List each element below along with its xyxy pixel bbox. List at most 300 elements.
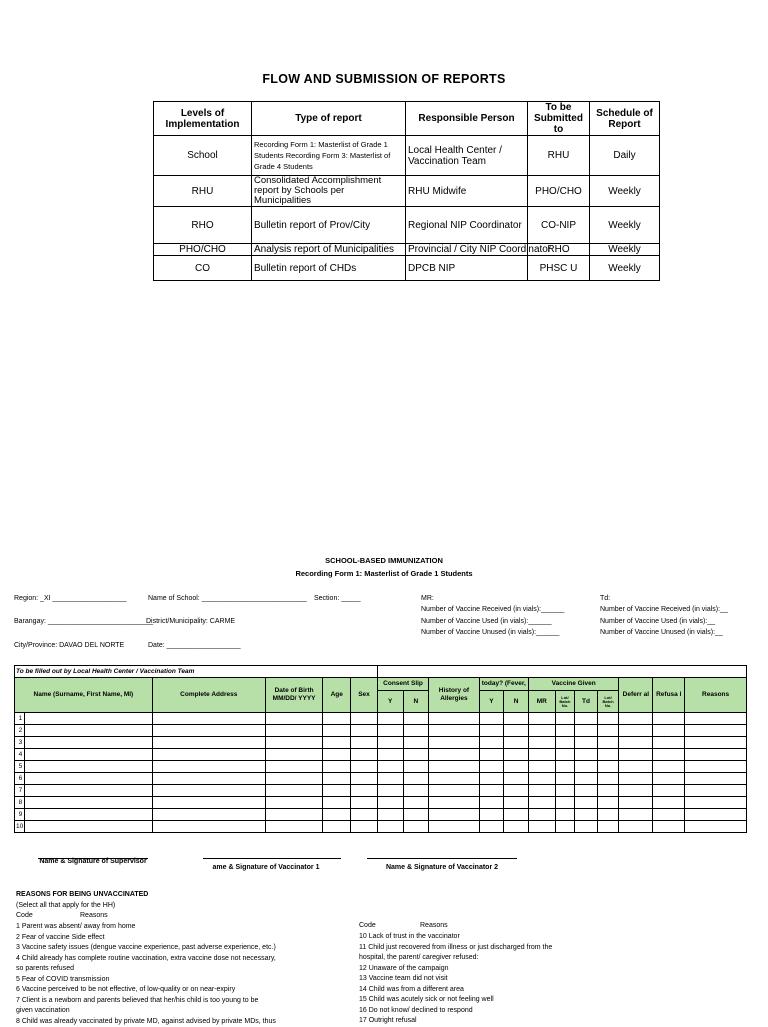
entry-cell[interactable] [265, 785, 323, 797]
entry-cell[interactable] [653, 785, 685, 797]
entry-cell[interactable] [597, 761, 619, 773]
entry-cell[interactable] [429, 749, 479, 761]
td-unused: Number of Vaccine Unused (in vials):__ [600, 629, 723, 636]
table-row [15, 713, 747, 725]
entry-cell[interactable] [152, 797, 265, 809]
entry-cell[interactable] [653, 749, 685, 761]
entry-cell[interactable] [265, 761, 323, 773]
header-submitted: To be Submitted to [528, 102, 590, 136]
entry-cell[interactable] [575, 737, 598, 749]
cell-submitted: PHO/CHO [528, 176, 590, 207]
entry-cell[interactable] [479, 737, 504, 749]
entry-cell[interactable] [265, 737, 323, 749]
entry-cell[interactable] [555, 785, 575, 797]
form-subtitle: Recording Form 1: Masterlist of Grade 1 Students [0, 569, 768, 578]
entry-cell[interactable] [265, 809, 323, 821]
entry-cell[interactable] [429, 761, 479, 773]
entry-cell[interactable] [619, 749, 653, 761]
table-row [15, 725, 747, 737]
cell-person: Provincial / City NIP Coordinator [406, 244, 528, 256]
entry-cell[interactable] [597, 773, 619, 785]
entry-cell[interactable] [265, 773, 323, 785]
entry-cell[interactable] [504, 809, 529, 821]
entry-cell[interactable] [619, 785, 653, 797]
entry-cell[interactable] [528, 725, 555, 737]
entry-cell[interactable] [323, 749, 351, 761]
col-address: Complete Address [152, 678, 265, 713]
reason-item: hospital, the parent/ caregiver refused: [359, 953, 552, 964]
entry-cell[interactable] [152, 809, 265, 821]
entry-cell[interactable] [528, 809, 555, 821]
entry-cell[interactable] [323, 821, 351, 833]
reasons-left-list [16, 922, 276, 1027]
cell-type: Bulletin report of CHDs [252, 256, 406, 281]
td-label: Td: [600, 595, 610, 602]
table-row [154, 136, 660, 176]
td-used: Number of Vaccine Used (in vials):__ [600, 618, 715, 625]
entry-cell[interactable] [265, 713, 323, 725]
entry-cell[interactable] [377, 785, 403, 797]
today-y: Y [479, 691, 504, 713]
consent-n: N [403, 691, 429, 713]
entry-cell[interactable] [653, 809, 685, 821]
reports-header-row [154, 102, 660, 136]
entry-cell[interactable] [152, 821, 265, 833]
cell-type: Consolidated Accomplishment report by Schools per Municipalities [252, 176, 406, 207]
entry-cell[interactable] [597, 797, 619, 809]
entry-cell[interactable] [25, 785, 152, 797]
entry-cell[interactable] [351, 785, 378, 797]
entry-cell[interactable] [323, 785, 351, 797]
cell-submitted: RHO [528, 244, 590, 256]
reason-item: 2 Fear of vaccine Side effect [16, 933, 276, 944]
entry-cell[interactable] [429, 725, 479, 737]
reason-item: 6 Vaccine perceived to be not effective, of low-quality or on near-expiry [16, 985, 276, 996]
entry-cell[interactable] [555, 737, 575, 749]
entry-cell[interactable] [504, 725, 529, 737]
reason-item: 11 Child just recovered from illness or just discharged from the [359, 943, 552, 954]
row-number: 8 [15, 797, 25, 809]
entry-cell[interactable] [685, 809, 747, 821]
entry-cell[interactable] [25, 821, 152, 833]
reasons-left-code-header: Code [16, 911, 33, 922]
entry-cell[interactable] [504, 761, 529, 773]
entry-cell[interactable] [685, 761, 747, 773]
col-allergies: History of Allergies [429, 678, 479, 713]
entry-cell[interactable] [653, 797, 685, 809]
entry-cell[interactable] [152, 713, 265, 725]
entry-cell[interactable] [152, 785, 265, 797]
entry-cell[interactable] [575, 761, 598, 773]
cell-schedule: Weekly [590, 256, 660, 281]
reason-item: 16 Do not know/ declined to respond [359, 1006, 552, 1017]
entry-cell[interactable] [575, 749, 598, 761]
entry-cell[interactable] [555, 809, 575, 821]
entry-cell[interactable] [479, 797, 504, 809]
entry-cell[interactable] [528, 761, 555, 773]
entry-cell[interactable] [351, 809, 378, 821]
reasons-right-code-header: Code [359, 921, 376, 932]
cell-submitted: PHSC U [528, 256, 590, 281]
entry-cell[interactable] [377, 773, 403, 785]
table-row [154, 176, 660, 207]
reason-item: 10 Lack of trust in the vaccinator [359, 932, 552, 943]
entry-cell[interactable] [429, 713, 479, 725]
note-blank [377, 666, 746, 678]
entry-cell[interactable] [504, 785, 529, 797]
row-number: 6 [15, 773, 25, 785]
reason-item: 17 Outright refusal [359, 1016, 552, 1027]
entry-cell[interactable] [429, 821, 479, 833]
entry-cell[interactable] [152, 761, 265, 773]
header-type: Type of report [252, 102, 406, 136]
sig-supervisor: Name & Signature of Supervisor [30, 858, 156, 865]
entry-cell[interactable] [377, 725, 403, 737]
entry-cell[interactable] [265, 749, 323, 761]
entry-cell[interactable] [403, 821, 429, 833]
date-field: Date: ___________________ [148, 642, 241, 649]
entry-cell[interactable] [351, 713, 378, 725]
vaccine-mr-lot: Lot/ Batch No. [555, 691, 575, 713]
entry-cell[interactable] [528, 821, 555, 833]
entry-cell[interactable] [619, 725, 653, 737]
reason-item: 1 Parent was absent/ away from home [16, 922, 276, 933]
table-row [154, 244, 660, 256]
entry-cell[interactable] [152, 737, 265, 749]
entry-cell[interactable] [25, 737, 152, 749]
col-name: Name (Surname, First Name, MI) [15, 678, 153, 713]
entry-cell[interactable] [653, 773, 685, 785]
entry-cell[interactable] [25, 773, 152, 785]
entry-cell[interactable] [429, 809, 479, 821]
entry-cell[interactable] [323, 773, 351, 785]
entry-cell[interactable] [429, 797, 479, 809]
entry-cell[interactable] [619, 773, 653, 785]
district-field: District/Municipality: CARME [146, 618, 235, 625]
form-title: SCHOOL-BASED IMMUNIZATION [0, 556, 768, 565]
entry-cell[interactable] [351, 737, 378, 749]
sig-line-vacc2 [367, 858, 517, 859]
table-row [154, 207, 660, 244]
cell-schedule: Weekly [590, 207, 660, 244]
entry-cell[interactable] [25, 749, 152, 761]
entry-cell[interactable] [403, 773, 429, 785]
entry-cell[interactable] [685, 749, 747, 761]
header-schedule: Schedule of Report [590, 102, 660, 136]
col-sex: Sex [351, 678, 378, 713]
entry-cell[interactable] [619, 713, 653, 725]
col-consent: Consent Slip [377, 678, 428, 691]
entry-cell[interactable] [619, 821, 653, 833]
sig-line-vacc1 [203, 858, 341, 859]
entry-cell[interactable] [597, 737, 619, 749]
sig-vaccinator-1: ame & Signature of Vaccinator 1 [196, 864, 336, 871]
col-age: Age [323, 678, 351, 713]
header-levels: Levels of Implementation [154, 102, 252, 136]
cell-type: Analysis report of Municipalities [252, 244, 406, 256]
entry-cell[interactable] [685, 737, 747, 749]
city-field: City/Province: DAVAO DEL NORTE [14, 642, 124, 649]
entry-cell[interactable] [265, 797, 323, 809]
entry-cell[interactable] [528, 773, 555, 785]
header-row-1 [15, 678, 747, 691]
table-row [15, 749, 747, 761]
entry-cell[interactable] [619, 761, 653, 773]
col-refusal: Refusa l [653, 678, 685, 713]
entry-cell[interactable] [597, 749, 619, 761]
entry-cell[interactable] [619, 809, 653, 821]
entry-cell[interactable] [555, 773, 575, 785]
entry-cell[interactable] [479, 761, 504, 773]
entry-cell[interactable] [323, 737, 351, 749]
vaccine-mr: MR [528, 691, 555, 713]
entry-cell[interactable] [504, 773, 529, 785]
entry-cell[interactable] [597, 713, 619, 725]
entry-cell[interactable] [653, 737, 685, 749]
masterlist-table [14, 665, 747, 833]
entry-cell[interactable] [429, 773, 479, 785]
entry-cell[interactable] [597, 725, 619, 737]
entry-cell[interactable] [351, 761, 378, 773]
table-row [15, 785, 747, 797]
table-row [15, 773, 747, 785]
entry-cell[interactable] [429, 785, 479, 797]
reason-item: so parents refused [16, 964, 276, 975]
entry-cell[interactable] [653, 713, 685, 725]
entry-cell[interactable] [504, 749, 529, 761]
entry-cell[interactable] [25, 761, 152, 773]
entry-cell[interactable] [377, 749, 403, 761]
table-row [15, 737, 747, 749]
entry-cell[interactable] [653, 821, 685, 833]
entry-cell[interactable] [351, 725, 378, 737]
sig-vaccinator-2: Name & Signature of Vaccinator 2 [367, 864, 517, 871]
entry-cell[interactable] [323, 809, 351, 821]
entry-cell[interactable] [504, 797, 529, 809]
entry-cell[interactable] [403, 713, 429, 725]
entry-cell[interactable] [403, 797, 429, 809]
entry-cell[interactable] [403, 809, 429, 821]
row-number: 9 [15, 809, 25, 821]
cell-type: Recording Form 1: Masterlist of Grade 1 Students Recording Form 3: Masterlist of Grade 4 Students [252, 136, 406, 176]
entry-cell[interactable] [575, 821, 598, 833]
entry-cell[interactable] [323, 713, 351, 725]
entry-cell[interactable] [152, 725, 265, 737]
entry-cell[interactable] [479, 725, 504, 737]
col-vaccine: Vaccine Given [528, 678, 618, 691]
entry-cell[interactable] [528, 737, 555, 749]
cell-person: DPCB NIP [406, 256, 528, 281]
entry-cell[interactable] [555, 749, 575, 761]
reports-table [153, 101, 660, 281]
entry-cell[interactable] [597, 821, 619, 833]
entry-cell[interactable] [685, 785, 747, 797]
school-field: Name of School: ___________________________ [148, 595, 307, 602]
cell-submitted: RHU [528, 136, 590, 176]
row-number: 3 [15, 737, 25, 749]
cell-level: RHU [154, 176, 252, 207]
entry-cell[interactable] [479, 809, 504, 821]
row-number: 7 [15, 785, 25, 797]
entry-cell[interactable] [575, 785, 598, 797]
entry-cell[interactable] [323, 761, 351, 773]
reason-item: 5 Fear of COVID transmission [16, 975, 276, 986]
entry-cell[interactable] [653, 725, 685, 737]
table-row [154, 256, 660, 281]
entry-cell[interactable] [351, 821, 378, 833]
entry-cell[interactable] [597, 809, 619, 821]
entry-cell[interactable] [377, 797, 403, 809]
entry-cell[interactable] [575, 713, 598, 725]
entry-cell[interactable] [504, 737, 529, 749]
col-today: today? (Fever, [479, 678, 528, 691]
barangay-field: Barangay: ___________________________ [14, 618, 153, 625]
entry-cell[interactable] [528, 797, 555, 809]
reason-item: 3 Vaccine safety issues (dengue vaccine experience, past adverse experience, etc.) [16, 943, 276, 954]
entry-cell[interactable] [403, 737, 429, 749]
cell-level: PHO/CHO [154, 244, 252, 256]
mr-unused: Number of Vaccine Unused (in vials):______ [421, 629, 559, 636]
col-dob: Date of Birth MM/DD/ YYYY [265, 678, 323, 713]
entry-cell[interactable] [351, 773, 378, 785]
entry-cell[interactable] [323, 797, 351, 809]
reason-item: 4 Child already has complete routine vaccination, extra vaccine dose not necessary, [16, 954, 276, 965]
row-number: 4 [15, 749, 25, 761]
vaccine-td-lot: Lot/ Batch No. [597, 691, 619, 713]
entry-cell[interactable] [377, 809, 403, 821]
row-number: 2 [15, 725, 25, 737]
entry-cell[interactable] [504, 713, 529, 725]
entry-cell[interactable] [575, 809, 598, 821]
cell-schedule: Weekly [590, 176, 660, 207]
entry-cell[interactable] [403, 725, 429, 737]
table-row [15, 821, 747, 833]
entry-cell[interactable] [555, 821, 575, 833]
mr-used: Number of Vaccine Used (in vials):______ [421, 618, 552, 625]
entry-cell[interactable] [25, 725, 152, 737]
entry-cell[interactable] [351, 749, 378, 761]
entry-cell[interactable] [479, 785, 504, 797]
entry-cell[interactable] [152, 749, 265, 761]
table-row [15, 761, 747, 773]
reasons-subtitle: (Select all that apply for the HH) [16, 901, 115, 912]
cell-person: Regional NIP Coordinator [406, 207, 528, 244]
table-row [15, 809, 747, 821]
entry-cell[interactable] [323, 725, 351, 737]
reason-item: given vaccination [16, 1006, 276, 1017]
entry-cell[interactable] [403, 761, 429, 773]
cell-person: Local Health Center / Vaccination Team [406, 136, 528, 176]
entry-cell[interactable] [377, 761, 403, 773]
table-row [15, 797, 747, 809]
consent-y: Y [377, 691, 403, 713]
entry-cell[interactable] [403, 749, 429, 761]
entry-cell[interactable] [377, 713, 403, 725]
cell-level: CO [154, 256, 252, 281]
entry-cell[interactable] [653, 761, 685, 773]
masterlist-body [15, 713, 747, 833]
entry-cell[interactable] [504, 821, 529, 833]
row-number: 5 [15, 761, 25, 773]
reason-item: 14 Child was from a different area [359, 985, 552, 996]
reason-item: 15 Child was acutely sick or not feeling well [359, 995, 552, 1006]
cell-schedule: Weekly [590, 244, 660, 256]
entry-cell[interactable] [265, 821, 323, 833]
entry-cell[interactable] [685, 773, 747, 785]
section-field: Section: _____ [314, 595, 361, 602]
col-reasons: Reasons [685, 678, 747, 713]
entry-cell[interactable] [597, 785, 619, 797]
reasons-right-list [359, 932, 552, 1027]
entry-cell[interactable] [685, 797, 747, 809]
reason-item: 13 Vaccine team did not visit [359, 974, 552, 985]
entry-cell[interactable] [528, 713, 555, 725]
table-note: To be filled out by Local Health Center / Vaccination Team [15, 666, 378, 678]
vaccine-td: Td [575, 691, 598, 713]
entry-cell[interactable] [619, 737, 653, 749]
cell-level: RHO [154, 207, 252, 244]
entry-cell[interactable] [575, 725, 598, 737]
entry-cell[interactable] [619, 797, 653, 809]
entry-cell[interactable] [528, 749, 555, 761]
entry-cell[interactable] [25, 797, 152, 809]
region-field: Region: _XI ___________________ [14, 595, 127, 602]
reasons-title: REASONS FOR BEING UNVACCINATED [16, 890, 148, 901]
entry-cell[interactable] [25, 713, 152, 725]
entry-cell[interactable] [351, 797, 378, 809]
entry-cell[interactable] [555, 797, 575, 809]
entry-cell[interactable] [429, 737, 479, 749]
cell-schedule: Daily [590, 136, 660, 176]
cell-person: RHU Midwife [406, 176, 528, 207]
note-row [15, 666, 747, 678]
entry-cell[interactable] [403, 785, 429, 797]
reason-item: 7 Client is a newborn and parents believed that her/his child is too young to be [16, 996, 276, 1007]
entry-cell[interactable] [377, 821, 403, 833]
entry-cell[interactable] [685, 821, 747, 833]
entry-cell[interactable] [479, 749, 504, 761]
entry-cell[interactable] [528, 785, 555, 797]
row-number: 10 [15, 821, 25, 833]
cell-submitted: CO-NIP [528, 207, 590, 244]
entry-cell[interactable] [479, 821, 504, 833]
header-person: Responsible Person [406, 102, 528, 136]
entry-cell[interactable] [575, 797, 598, 809]
reason-item: 12 Unaware of the campaign [359, 964, 552, 975]
entry-cell[interactable] [685, 713, 747, 725]
page-title: FLOW AND SUBMISSION OF REPORTS [0, 72, 768, 86]
mr-label: MR: [421, 595, 434, 602]
cell-level: School [154, 136, 252, 176]
entry-cell[interactable] [555, 761, 575, 773]
reasons-right-reasons-header: Reasons [420, 921, 448, 932]
reasons-left-reasons-header: Reasons [80, 911, 108, 922]
entry-cell[interactable] [152, 773, 265, 785]
entry-cell[interactable] [25, 809, 152, 821]
entry-cell[interactable] [555, 713, 575, 725]
entry-cell[interactable] [479, 773, 504, 785]
entry-cell[interactable] [575, 773, 598, 785]
td-received: Number of Vaccine Received (in vials):__ [600, 606, 728, 613]
cell-type: Bulletin report of Prov/City [252, 207, 406, 244]
today-n: N [504, 691, 529, 713]
entry-cell[interactable] [685, 725, 747, 737]
entry-cell[interactable] [265, 725, 323, 737]
entry-cell[interactable] [555, 725, 575, 737]
entry-cell[interactable] [479, 713, 504, 725]
row-number: 1 [15, 713, 25, 725]
entry-cell[interactable] [377, 737, 403, 749]
